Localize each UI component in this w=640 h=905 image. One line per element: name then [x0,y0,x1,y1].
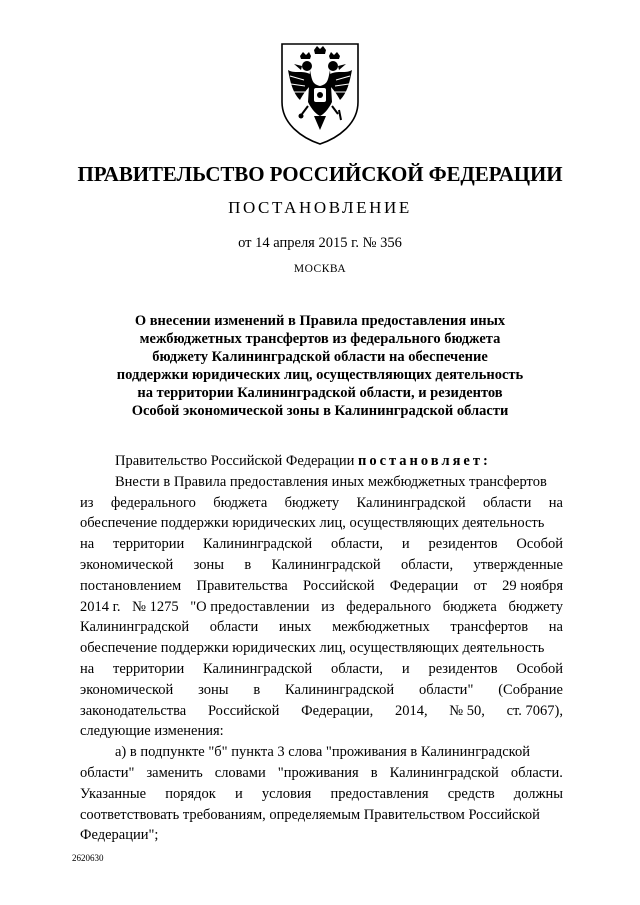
body-line [80,597,563,618]
body-line [80,825,563,846]
body-word: Российской [207,702,280,719]
body-word: территории [113,536,185,553]
body-line [80,742,563,763]
body-word: области. [510,764,563,781]
preamble-decree-word: постановляет: [357,453,491,469]
body-word: Калининградской [285,681,395,698]
document-body [80,451,563,846]
body-word: словами [214,764,266,781]
body-word: Федерации [389,577,459,594]
body-word: Указанные [80,785,147,802]
body-word: ст. 7067), [506,702,563,719]
subject-line: бюджету Калининградской области на обеспечение [152,349,488,365]
body-line [80,513,563,534]
body-word: Калининградской [389,764,499,781]
body-word: и [401,660,410,677]
body-word: Калининградской [356,494,466,511]
body-word: Калининградской [203,536,313,553]
body-word: и [401,536,410,553]
body-line [80,576,563,597]
body-word: обеспечение поддержки юридических лиц, осуществляющих деятельность [80,515,545,532]
body-word: Особой [516,536,563,553]
document-city: МОСКВА [293,263,347,275]
body-word: области" [80,764,135,781]
body-word: на [80,660,95,677]
body-word: зоны [193,556,225,573]
body-word: следующие изменения: [80,723,224,740]
body-line [80,680,563,701]
body-word: от [473,577,487,594]
body-word: из [321,598,335,615]
body-word: экономической [80,681,174,698]
body-word: Федерации"; [80,827,159,844]
body-line [80,472,563,493]
body-word: заменить [146,764,203,781]
body-word: в [244,556,252,573]
body-word: Особой [516,660,563,677]
body-word: 2014, [394,702,428,719]
body-word: 2014 г. [80,598,121,615]
body-word: № 1275 [132,598,179,615]
body-line [80,763,563,784]
body-word: экономической [80,556,174,573]
body-word: трансфертов [450,619,529,636]
body-word: области, [400,556,454,573]
body-word: и [234,785,243,802]
document-code: 2620630 [72,853,104,863]
body-word: на [548,494,563,511]
body-word: Федерации, [301,702,374,719]
government-title: ПРАВИТЕЛЬСТВО РОССИЙСКОЙ ФЕДЕРАЦИИ [77,162,563,186]
body-word: зоны [198,681,229,698]
body-word: Калининградской [80,619,190,636]
body-word: бюджету [508,598,563,615]
body-word: бюджету [284,494,340,511]
body-word: обеспечение поддержки юридических лиц, осуществляющих деятельность [80,640,545,657]
body-word: федерального [110,494,196,511]
body-word: должны [513,785,563,802]
body-word: постановлением [80,577,182,594]
body-line [80,721,563,742]
body-word: "О предоставлении [190,598,310,615]
body-word: федерального [346,598,432,615]
body-word: предоставления [330,785,429,802]
body-line [80,805,563,826]
document-type: ПОСТАНОВЛЕНИЕ [228,198,412,217]
body-word: (Собрание [498,681,563,698]
body-word: на [548,619,563,636]
body-word: 29 ноября [502,577,563,594]
preamble-text: Правительство Российской Федерации [115,453,358,469]
body-word: области [482,494,532,511]
body-word: бюджета [442,598,497,615]
coat-of-arms-emblem [274,40,366,148]
body-line [80,701,563,722]
body-word: из [80,494,94,511]
body-word: на [80,536,95,553]
body-line [80,659,563,680]
body-word: резидентов [428,536,498,553]
body-word: области, [330,536,384,553]
subject-line: Особой экономической зоны в Калининградской области [131,403,509,419]
document-date-number: от 14 апреля 2015 г. № 356 [238,235,402,251]
body-word: соответствовать требованиям, определяемым Правительством Российской [80,806,540,823]
body-word: а) в подпункте "б" пункта 3 слова "проживания в Калининградской [115,744,530,761]
body-word: области" [418,681,474,698]
body-word: межбюджетных [332,619,430,636]
body-word: № 50, [449,702,485,719]
body-word: Внести в Правила предоставления иных межбюджетных трансфертов [115,473,547,490]
body-line [80,617,563,638]
body-word: утвержденные [473,556,563,573]
body-word: законодательства [80,702,187,719]
body-word: резидентов [428,660,498,677]
body-word: территории [113,660,185,677]
body-line [80,493,563,514]
body-word: средств [447,785,495,802]
body-word: Калининградской [271,556,381,573]
body-line [80,534,563,555]
body-word: порядок [165,785,216,802]
subject-line: на территории Калининградской области, и резидентов [137,385,503,401]
body-word: "проживания [277,764,359,781]
body-word: Российской [303,577,375,594]
subject-line: поддержки юридических лиц, осуществляющих деятельность [116,367,524,383]
body-word: Правительства [196,577,288,594]
body-line [80,638,563,659]
body-word: области [209,619,259,636]
body-word: в [370,764,378,781]
subject-line: межбюджетных трансфертов из федерального бюджета [139,331,501,347]
preamble [80,451,563,472]
body-line [80,784,563,805]
body-line [80,555,563,576]
body-word: области, [330,660,384,677]
subject-line: О внесении изменений в Правила предоставления иных [134,313,506,329]
body-word: иных [278,619,312,636]
body-word: Калининградской [203,660,313,677]
body-word: условия [261,785,312,802]
body-word: бюджета [213,494,268,511]
body-word: в [253,681,261,698]
document-subject [100,312,540,420]
